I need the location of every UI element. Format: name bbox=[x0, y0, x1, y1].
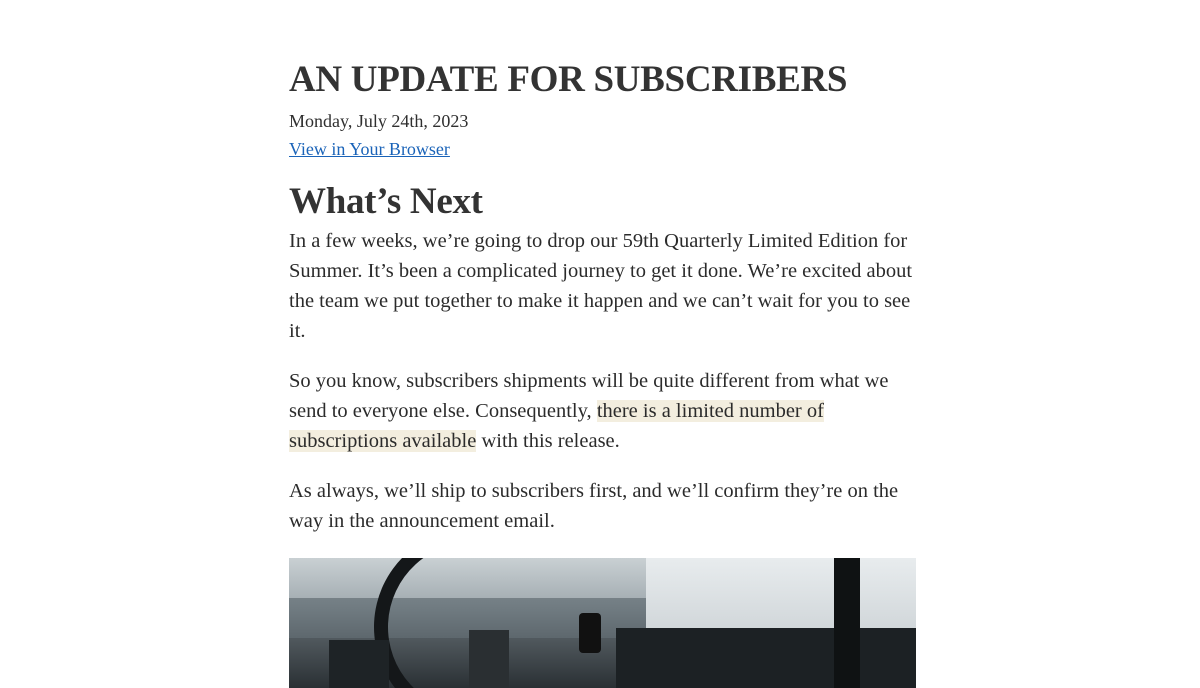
machinery-photo bbox=[289, 558, 916, 688]
photo-block bbox=[469, 630, 509, 688]
photo-pole bbox=[834, 558, 860, 688]
paragraph-subscribers-text: So you know, subscribers shipments will be quite different from what we send to everyone else. Consequently, bbox=[289, 370, 889, 422]
paragraph-subscribers bbox=[289, 366, 916, 456]
photo-panel bbox=[646, 558, 916, 636]
section-heading: What’s Next bbox=[289, 181, 483, 222]
email-body bbox=[289, 58, 916, 688]
email-date: Monday, July 24th, 2023 bbox=[289, 111, 469, 131]
highlighted-text: there is a limited number of subscriptions available bbox=[289, 400, 824, 452]
paragraph-intro: In a few weeks, we’re going to drop our 59th Quarterly Limited Edition for Summer. It’s been a complicated journey to get it done. We’re excited about the team we put together to make it happen and we can’t wait for you to see it. bbox=[289, 230, 913, 342]
photo-block bbox=[329, 640, 389, 688]
paragraph-subscribers-tail: with this release. bbox=[476, 430, 620, 452]
paragraph-shipping: As always, we’ll ship to subscribers first, and we’ll confirm they’re on the way in the announcement email. bbox=[289, 480, 899, 532]
view-in-browser-link[interactable]: View in Your Browser bbox=[289, 139, 450, 159]
email-title: AN UPDATE FOR SUBSCRIBERS bbox=[289, 59, 848, 100]
photo-panel-dark bbox=[616, 628, 916, 688]
photo-knob bbox=[579, 613, 601, 653]
